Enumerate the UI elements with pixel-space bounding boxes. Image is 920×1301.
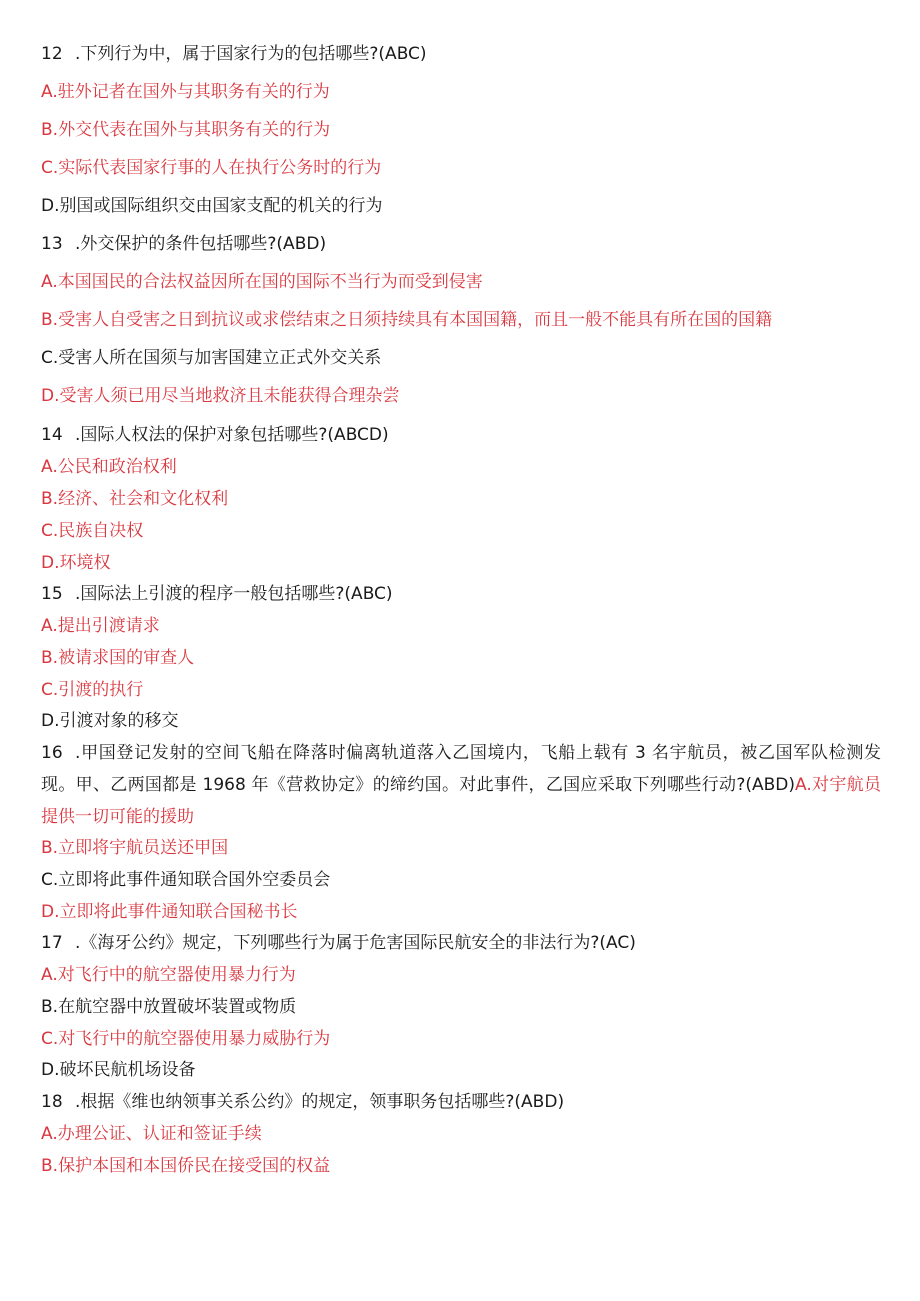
option-16-b: B.立即将宇航员送还甲国 xyxy=(41,838,229,858)
question-text: .国际人权法的保护对象包括哪些?(ABCD) xyxy=(75,425,389,445)
option-13-b: B.受害人自受害之日到抗议或求偿结束之日须持续具有本国国籍，而且一般不能具有所在国的国籍 xyxy=(41,310,773,330)
question-18 xyxy=(41,1090,881,1114)
question-number: 15 xyxy=(41,584,63,604)
question-text: .国际法上引渡的程序一般包括哪些?(ABC) xyxy=(75,584,393,604)
question-number: 14 xyxy=(41,425,63,445)
option-12-d: D.别国或国际组织交由国家支配的机关的行为 xyxy=(41,196,383,216)
option-15-a: A.提出引渡请求 xyxy=(41,616,160,636)
option-16-a: A.对宇航员提供一切可能的援助 xyxy=(41,775,881,827)
question-14 xyxy=(41,423,881,447)
option-13-c: C.受害人所在国须与加害国建立正式外交关系 xyxy=(41,348,382,368)
option-15-b: B.被请求国的审查人 xyxy=(41,648,195,668)
option-17-a: A.对飞行中的航空器使用暴力行为 xyxy=(41,965,296,985)
question-number: 16 xyxy=(41,743,63,763)
question-text: .《海牙公约》规定，下列哪些行为属于危害国际民航安全的非法行为?(AC) xyxy=(75,933,636,953)
option-15-c: C.引渡的执行 xyxy=(41,680,144,700)
question-number: 12 xyxy=(41,44,63,64)
option-14-b: B.经济、社会和文化权利 xyxy=(41,489,229,509)
option-13-d: D.受害人须已用尽当地救济且未能获得合理杂尝 xyxy=(41,386,400,406)
option-18-b: B.保护本国和本国侨民在接受国的权益 xyxy=(41,1156,331,1176)
option-14-a: A.公民和政治权利 xyxy=(41,457,177,477)
option-12-b: B.外交代表在国外与其职务有关的行为 xyxy=(41,120,331,140)
option-12-c: C.实际代表国家行事的人在执行公务时的行为 xyxy=(41,158,382,178)
question-13 xyxy=(41,232,881,256)
option-17-d: D.破坏民航机场设备 xyxy=(41,1060,196,1080)
question-text: .根据《维也纳领事关系公约》的规定，领事职务包括哪些?(ABD) xyxy=(75,1092,565,1112)
option-14-d: D.环境权 xyxy=(41,553,111,573)
question-number: 17 xyxy=(41,933,63,953)
question-text: .外交保护的条件包括哪些?(ABD) xyxy=(75,234,327,254)
question-text: .甲国登记发射的空间飞船在降落时偏离轨道落入乙国境内，飞船上载有 3 名宇航员，被乙国军队检测发现。甲、乙两国都是 1968 年《营救协定》的缔约国。对此事件，乙国应采取下列哪些行动?(ABD) xyxy=(41,743,881,795)
option-12-a: A.驻外记者在国外与其职务有关的行为 xyxy=(41,82,330,102)
question-12 xyxy=(41,42,881,66)
option-13-a: A.本国国民的合法权益因所在国的国际不当行为而受到侵害 xyxy=(41,272,483,292)
option-16-c: C.立即将此事件通知联合国外空委员会 xyxy=(41,870,331,890)
question-17 xyxy=(41,931,881,955)
option-18-a: A.办理公证、认证和签证手续 xyxy=(41,1124,262,1144)
option-17-c: C.对飞行中的航空器使用暴力威胁行为 xyxy=(41,1029,331,1049)
option-16-d: D.立即将此事件通知联合国秘书长 xyxy=(41,902,298,922)
option-14-c: C.民族自决权 xyxy=(41,521,144,541)
question-text: .下列行为中，属于国家行为的包括哪些?(ABC) xyxy=(75,44,427,64)
option-17-b: B.在航空器中放置破坏装置或物质 xyxy=(41,997,297,1017)
option-15-d: D.引渡对象的移交 xyxy=(41,711,179,731)
question-number: 13 xyxy=(41,234,63,254)
question-15 xyxy=(41,582,881,606)
question-16 xyxy=(41,737,881,833)
question-number: 18 xyxy=(41,1092,63,1112)
